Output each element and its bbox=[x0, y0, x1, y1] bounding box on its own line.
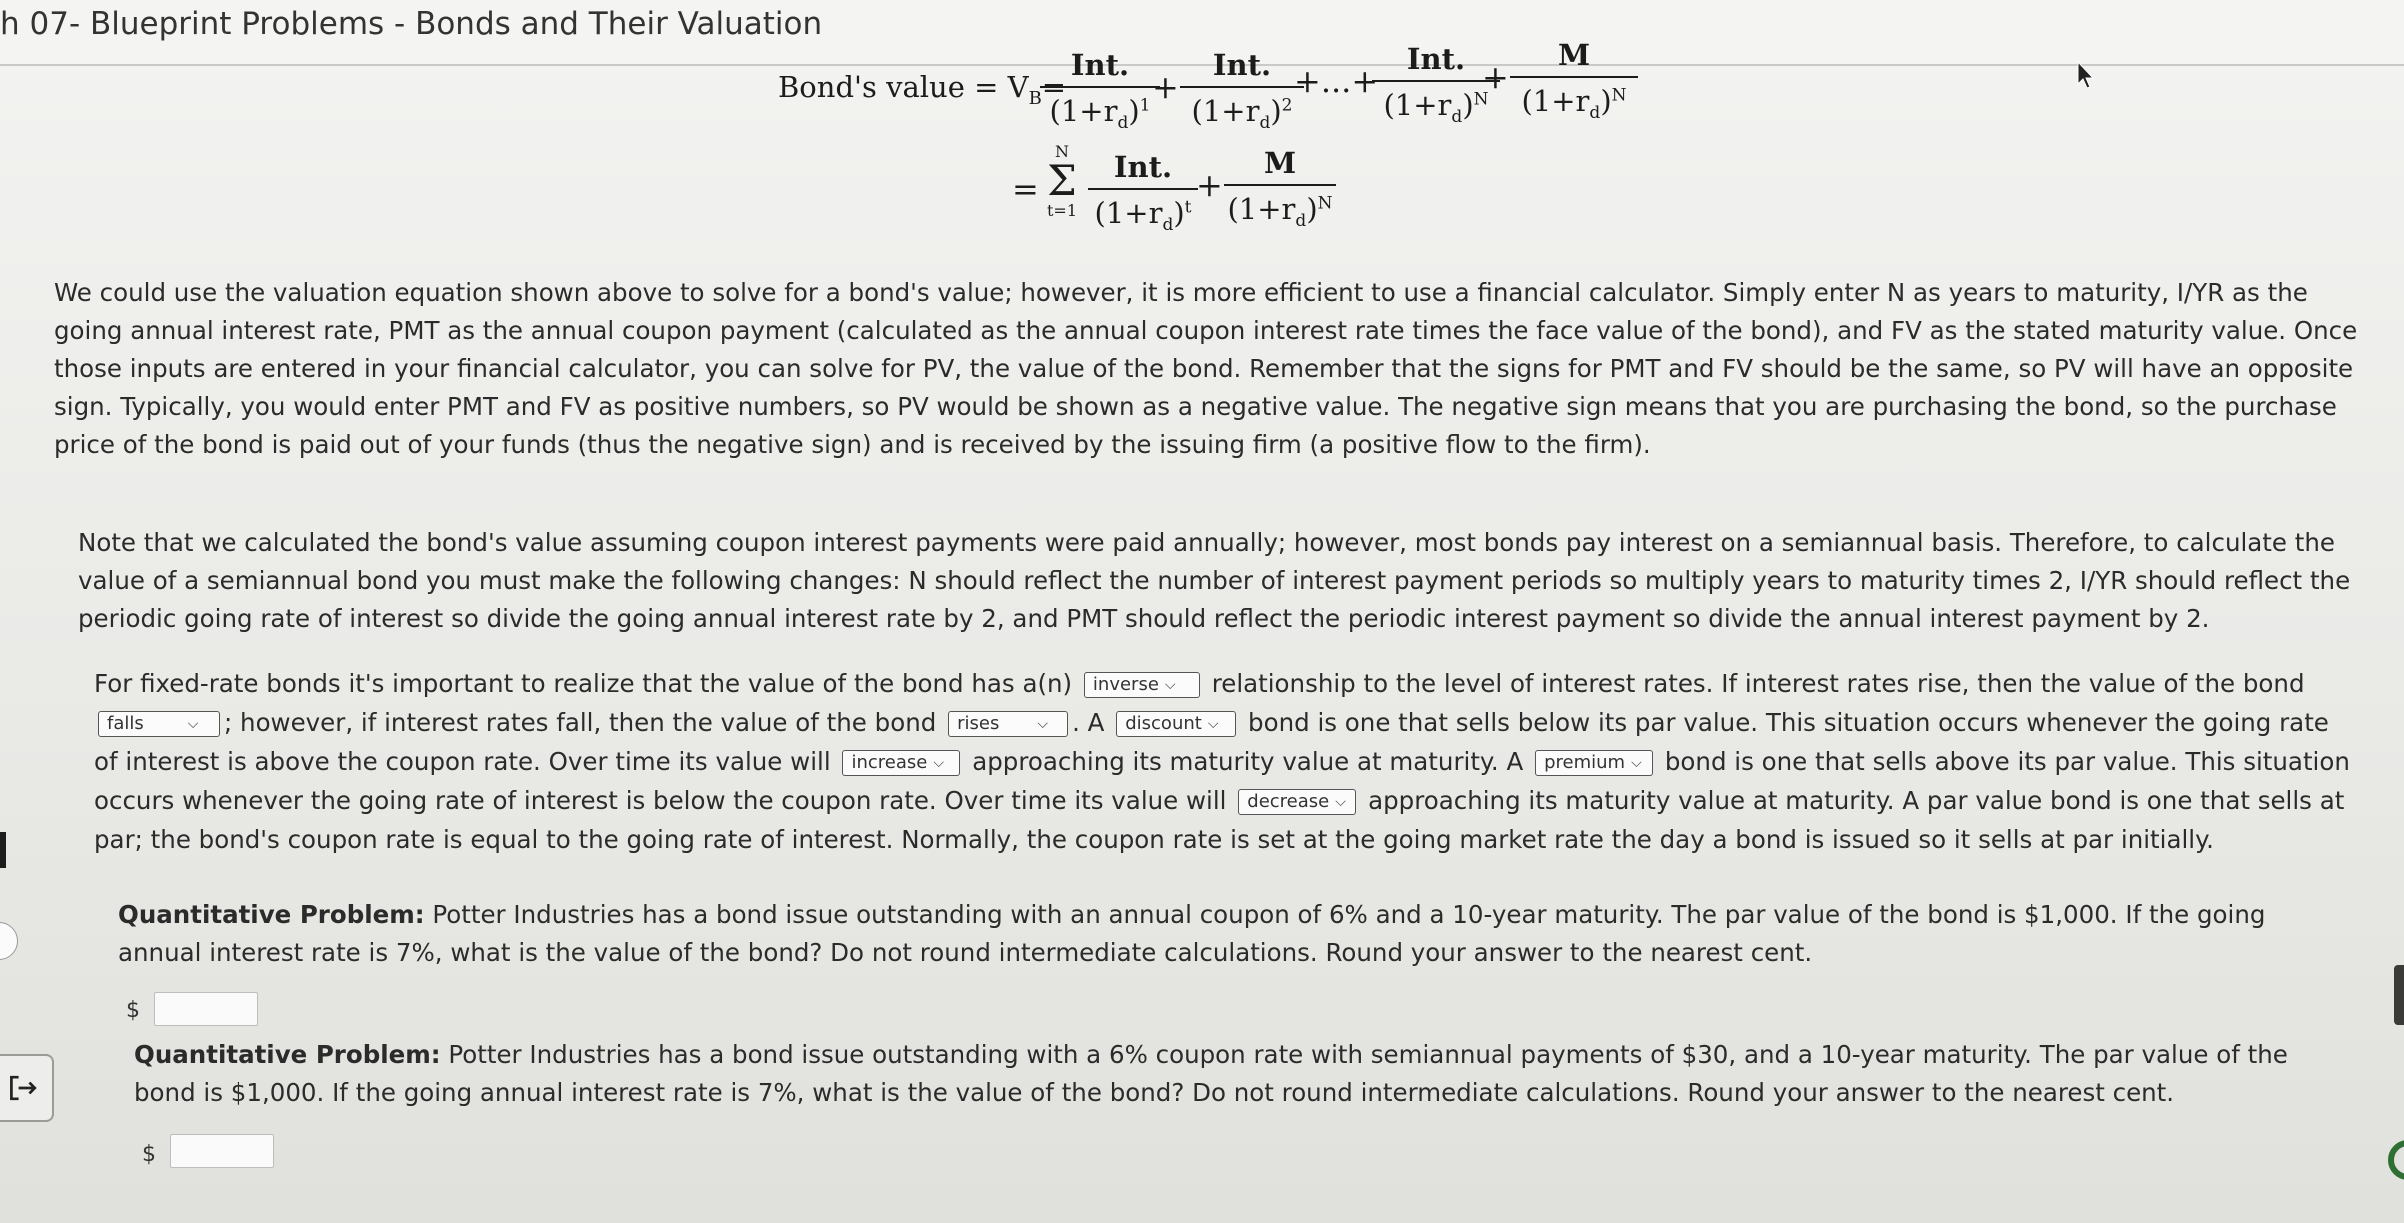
right-edge-tab[interactable] bbox=[2394, 965, 2404, 1025]
premium-value-change-dropdown[interactable]: decrease ⌵ bbox=[1238, 789, 1356, 815]
formula-lhs: Bond's value = $V_B=$ bbox=[778, 70, 1067, 109]
side-tab[interactable] bbox=[0, 832, 6, 868]
right-edge-button[interactable] bbox=[2388, 1140, 2404, 1180]
plus-sign: + bbox=[1482, 58, 1509, 96]
semiannual-note-paragraph: Note that we calculated the bond's value assuming coupon interest payments were paid annually; however, most bonds pay interest on a semiannual basis. Therefore, to calculate the value of a semiannual bond you must make the following changes: N should reflect the number of interest payment periods so multiply years to maturity times 2, I/YR should reflect the periodic going rate of interest so divide the going annual interest rate by 2, and PMT should reflect the periodic interest payment so divide the annual interest payment by 2. bbox=[78, 528, 2351, 633]
discount-value-change-dropdown[interactable]: increase ⌵ bbox=[842, 750, 960, 776]
formula-term-m: $\frac{M}{(1+r_d)^N}$ bbox=[1510, 38, 1638, 123]
page-title: h 07- Blueprint Problems - Bonds and Their Valuation bbox=[0, 6, 823, 42]
quantitative-problem-1: Quantitative Problem: Potter Industries has a bond issue outstanding with an annual coupon of 6% and a 10-year maturity. The par value of the bond is $1,000. If the going annual interest rate is 7%, what is the value of the bond? Do not round intermediate calculations. Round your answer to the nearest cent. bbox=[118, 900, 2266, 967]
discount-dropdown[interactable]: discount ⌵ bbox=[1116, 711, 1236, 737]
chevron-down-icon: ⌵ bbox=[933, 755, 944, 771]
rates-rise-dropdown[interactable]: falls ⌵ bbox=[98, 711, 220, 737]
answer-input-semiannual[interactable] bbox=[170, 1134, 274, 1168]
fixed-rate-paragraph: For fixed-rate bonds it's important to realize that the value of the bond has a(n) inverse ⌵ relationship to the level of interest rates. If interest rates rise, then the value of the bond falls ⌵ ; however, if interest rates fall, then the value of the bond rises ⌵ . A discount ⌵ bond is one that sells below its par value. This situation occurs whenever the going rate of interest is above the coupon rate. Over time its value will increase ⌵ approaching its maturity value at maturity. A premium ⌵ bond is one that sells above its par value. This situation occurs whenever the going rate of interest is below the coupon rate. Over time its value will decrease ⌵ approaching its maturity value at maturity. A par value bond is one that sells at par; the bond's coupon rate is equal to the going rate of interest. Normally, the coupon rate is set at the going market rate the day a bond is issued so it sells at par initially. bbox=[94, 669, 2350, 854]
chevron-down-icon: ⌵ bbox=[1631, 755, 1642, 771]
summation-m-term: $\frac{M}{(1+r_d)^N}$ bbox=[1224, 146, 1336, 231]
ellipsis-sign: +...+ bbox=[1294, 62, 1379, 100]
chevron-down-icon: ⌵ bbox=[1335, 794, 1346, 810]
chevron-down-icon: ⌵ bbox=[1164, 677, 1176, 693]
explanation-paragraph: We could use the valuation equation shown above to solve for a bond's value; however, it is more efficient to use a financial calculator. Simply enter N as years to maturity, I/YR as the going annual interest rate, PMT as the annual coupon payment (calculated as the annual coupon interest rate times the face value of the bond), and FV as the stated maturity value. Once those inputs are entered in your financial calculator, you can solve for PV, the value of the bond. Remember that the signs for PMT and FV should be the same, so PV will have an opposite sign. Typically, you would enter PMT and FV as positive numbers, so PV would be shown as a negative value. The negative sign means that you are purchasing the bond, so the purchase price of the bond is paid out of your funds (thus the negative sign) and is received by the issuing firm (a positive flow to the firm). bbox=[54, 278, 2358, 459]
answer-input-annual[interactable] bbox=[154, 992, 258, 1026]
premium-dropdown[interactable]: premium ⌵ bbox=[1535, 750, 1653, 776]
side-circle-button[interactable] bbox=[0, 922, 18, 960]
exit-icon bbox=[6, 1070, 42, 1106]
formula-term-n: Int. $(1+r_d)^N$ bbox=[1372, 42, 1500, 127]
chevron-down-icon: ⌵ bbox=[187, 716, 199, 732]
summation-term: Int. $(1+r_d)^t$ bbox=[1088, 150, 1198, 235]
rates-fall-dropdown[interactable]: rises ⌵ bbox=[948, 711, 1068, 737]
quantitative-problem-2: Quantitative Problem: Potter Industries has a bond issue outstanding with a 6% coupon rate with semiannual payments of $30, and a 10-year maturity. The par value of the bond is $1,000. If the going annual interest rate is 7%, what is the value of the bond? Do not round intermediate calculations. Round your answer to the nearest cent. bbox=[134, 1040, 2288, 1107]
mouse-cursor-icon bbox=[2075, 60, 2097, 90]
currency-symbol: $ bbox=[142, 1142, 156, 1167]
formula-term-1: Int. $(1+r_d)^1$ bbox=[1040, 48, 1160, 133]
chevron-down-icon: ⌵ bbox=[1207, 716, 1219, 732]
summation: N Σ t=1 bbox=[1046, 142, 1077, 220]
formula-term-2: Int. $(1+r_d)^2$ bbox=[1180, 48, 1304, 133]
equals-sign: = bbox=[1012, 170, 1039, 208]
chevron-down-icon: ⌵ bbox=[1037, 716, 1048, 732]
exit-button[interactable] bbox=[0, 1054, 54, 1122]
plus-sign: + bbox=[1196, 166, 1223, 204]
currency-symbol: $ bbox=[126, 998, 140, 1023]
plus-sign: + bbox=[1152, 68, 1179, 106]
relationship-dropdown[interactable]: inverse ⌵ bbox=[1084, 672, 1200, 698]
